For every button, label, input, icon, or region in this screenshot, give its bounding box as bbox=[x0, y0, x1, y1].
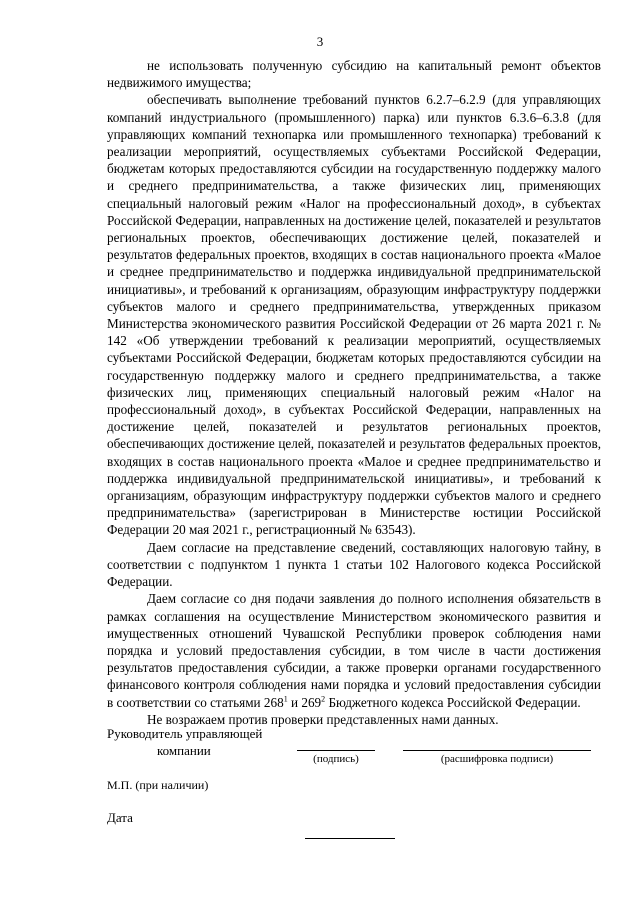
date-label: Дата bbox=[107, 810, 133, 825]
signatory-title bbox=[107, 725, 262, 759]
paragraph-inspection-consent bbox=[107, 590, 601, 710]
paragraph-tax-secret-consent: Даем согласие на представление сведений, составляющих налоговую тайну, в соответствии с подпунктом 1 пункта 1 статьи 102 Налогового кодекса Российской Федерации. bbox=[107, 539, 601, 590]
signatory-title-line1: Руководитель управляющей bbox=[107, 726, 263, 741]
inspection-consent-mid: и 269 bbox=[287, 694, 322, 710]
document-body bbox=[107, 57, 601, 728]
paragraph-requirements: обеспечивать выполнение требований пунктов 6.2.7–6.2.9 (для управляющих компаний индустриального (промышленного) парка) или пунктов 6.3.6–6.3.8 (для управляющих компаний технопарка или промышленного технопарка) требований к реализации мероприятий, осуществляемых субъектами Российской Федерации, бюджетам которых предоставляются субсидии на государственную поддержку малого и среднего предпринимательства, а также физических лиц, применяющих специальный налоговый режим «Налог на профессиональный доход», в субъектах Российской Федерации, направленных на достижение целей, показателей и результатов региональных проектов, обеспечивающих достижение целей, показателей и результатов федеральных проектов, входящих в состав национального проекта «Малое и среднее предпринимательство и поддержка индивидуальной предпринимательской инициативы», и требований к организациям, образующим инфраструктуру поддержки субъектов малого и среднего предпринимательства, утвержденных приказом Министерства экономического развития Российской Федерации от 26 марта 2021 г. № 142 «Об утверждении требований к реализации мероприятий, осуществляемых субъектами Российской Федерации, бюджетам которых предоставляются субсидии на государственную поддержку малого и среднего предпринимательства, а также физических лиц, применяющих специальный налоговый режим «Налог на профессиональный доход», в субъектах Российской Федерации, направленных на достижение целей, показателей и результатов региональных проектов, обеспечивающих достижение целей, показателей и результатов федеральных проектов, входящих в состав национального проекта «Малое и среднее предпринимательство и поддержка индивидуальной предпринимательской инициативы», и требований к организациям, образующим инфраструктуру поддержки субъектов малого и среднего предпринимательства» (зарегистрирован в Министерстве юстиции Российской Федерации 20 мая 2021 г., регистрационный № 63543). bbox=[107, 92, 601, 538]
signature-caption: (подпись) bbox=[313, 753, 359, 765]
paragraph-no-objection: Не возражаем против проверки представленных нами данных. bbox=[147, 711, 499, 727]
page-number: 3 bbox=[316, 34, 324, 49]
signature-decode-caption: (расшифровка подписи) bbox=[440, 753, 554, 765]
date-line bbox=[305, 838, 395, 839]
paragraph-no-capital-repair: не использовать полученную субсидию на капитальный ремонт объектов недвижимого имущества; bbox=[107, 58, 601, 91]
inspection-consent-text: Даем согласие со дня подачи заявления до полного исполнения обязательств в рамках соглашения на осуществление Министерством экономического развития и имущественных отношений Чувашской Республики проверок соблюдения нами порядка и условий предоставления субсидии, в том числе в части достижения результатов предоставления субсидии, а также проверки органами государственного финансового контроля соблюдения нами порядка и условий предоставления субсидии в соответствии со статьями 268 bbox=[107, 591, 601, 710]
signature-line bbox=[297, 750, 375, 751]
footnote-mark-268: 1 bbox=[283, 694, 288, 704]
signature-decode-line bbox=[403, 750, 591, 751]
signatory-title-line2: компании bbox=[157, 743, 211, 758]
stamp-label: М.П. (при наличии) bbox=[107, 778, 209, 792]
footnote-mark-269: 2 bbox=[321, 694, 326, 704]
inspection-consent-end: Бюджетного кодекса Российской Федерации. bbox=[325, 694, 581, 710]
